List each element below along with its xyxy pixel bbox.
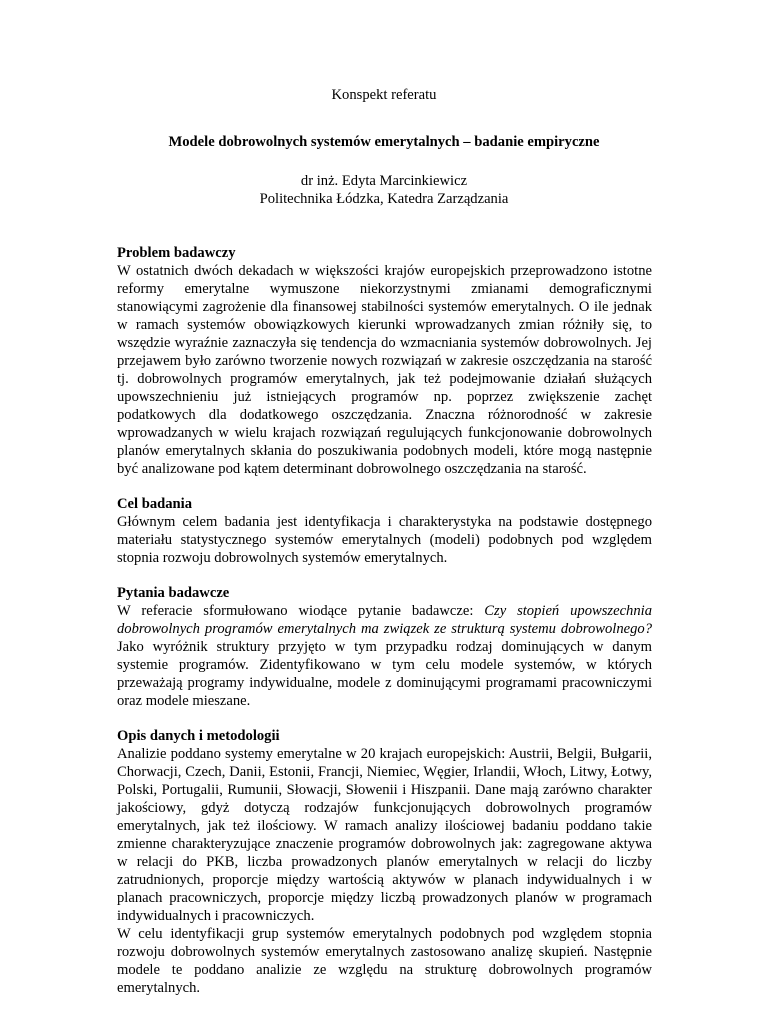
author-name: dr inż. Edyta Marcinkiewicz [300,173,468,189]
document-body [117,244,652,1014]
paragraph-text-after: Jako wyróżnik struktury przyjęto w tym przypadku rodzaj dominujących w danym systemie programów. Zidentyfikowano w tym celu modele systemów, w których przeważają programy indywidualne, modele z dominującymi programami pracowniczymi oraz modele mieszane. [117,639,652,709]
section-heading: Problem badawczy [117,245,236,261]
section-paragraph: Głównym celem badania jest identyfikacja i charakterystyka na podstawie dostępnego materiału statystycznego systemów emerytalnych (modeli) podobnych pod względem stopnia rozwoju dobrowolnych systemów emerytalnych. [117,514,652,566]
paragraph-text-before: W referacie sformułowano wiodące pytanie badawcze: [117,603,485,619]
document-title: Modele dobrowolnych systemów emerytalnych – badanie empiryczne [168,134,600,150]
section-paragraph: W ostatnich dwóch dekadach w większości krajów europejskich przeprowadzono istotne reformy emerytalne wymuszone niekorzystnymi zmianami demograficznymi stanowiącymi zagrożenie dla finansowej stabilności systemów emerytalnych. O ile jednak w ramach systemów obowiązkowych kierunki wprowadzanych zmian różniły się, to wszędzie wyraźnie zaznaczyła się tendencja do wzmacniania systemów dobrowolnych. Jej przejawem było zarówno tworzenie nowych rozwiązań w zakresie oszczędzania na starość tj. dobrowolnych programów emerytalnych, jak też podejmowanie działań służących upowszechnieniu już istniejących programów np. poprzez zwiększenie zachęt podatkowych dla dodatkowego oszczędzania. Znaczna różnorodność w zakresie wprowadzanych w wielu krajach rozwiązań regulujących funkcjonowanie dobrowolnych planów emerytalnych skłania do poszukiwania podobnych modeli, które mogą następnie być analizowane pod kątem determinant dobrowolnego oszczędzania na starość. [117,263,652,477]
section-goal [117,495,652,567]
section-methods [117,727,652,997]
section-questions [117,584,652,710]
section-paragraph: Analizie poddano systemy emerytalne w 20 krajach europejskich: Austrii, Belgii, Bułgarii, Chorwacji, Czech, Danii, Estonii, Francji, Niemiec, Węgier, Irlandii, Włoch, Litwy, Łotwy, Polski, Portugalii, Rumunii, Słowacji, Słowenii i Hiszpanii. Dane mają zarówno charakter jakościowy, gdyż dotyczą rodzajów funkcjonujących dobrowolnych programów emerytalnych, jak też ilościowy. W ramach analizy ilościowej badaniu poddano takie zmienne charakteryzujące znaczenie programów dobrowolnych jak: zagregowane aktywa w relacji do PKB, liczba prowadzonych planów emerytalnych w relacji do liczby zatrudnionych, proporcje między wartością aktywów w planach indywidualnych i w planach pracowniczych, proporcje między liczbą prowadzonych planów w programach indywidualnych i pracowniczych. [117,746,652,924]
author-affiliation: Politechnika Łódzka, Katedra Zarządzania [259,191,509,207]
section-paragraph: W celu identyfikacji grup systemów emerytalnych podobnych pod względem stopnia rozwoju dobrowolnych systemów emerytalnych zastosowano analizę skupień. Następnie modele te poddano analizie ze względu na strukturę dobrowolnych programów emerytalnych. [117,926,652,996]
section-heading: Cel badania [117,496,193,512]
author-block [0,170,768,208]
section-problem [117,244,652,478]
section-paragraph [117,602,652,710]
research-question: Czy stopień upowszechnia dobrowolnych programów emerytalnych ma związek ze strukturą systemu dobrowolnego? [117,603,652,637]
section-heading: Pytania badawcze [117,585,230,601]
document-header: Konspekt referatu [331,87,437,103]
section-heading: Opis danych i metodologii [117,728,280,744]
